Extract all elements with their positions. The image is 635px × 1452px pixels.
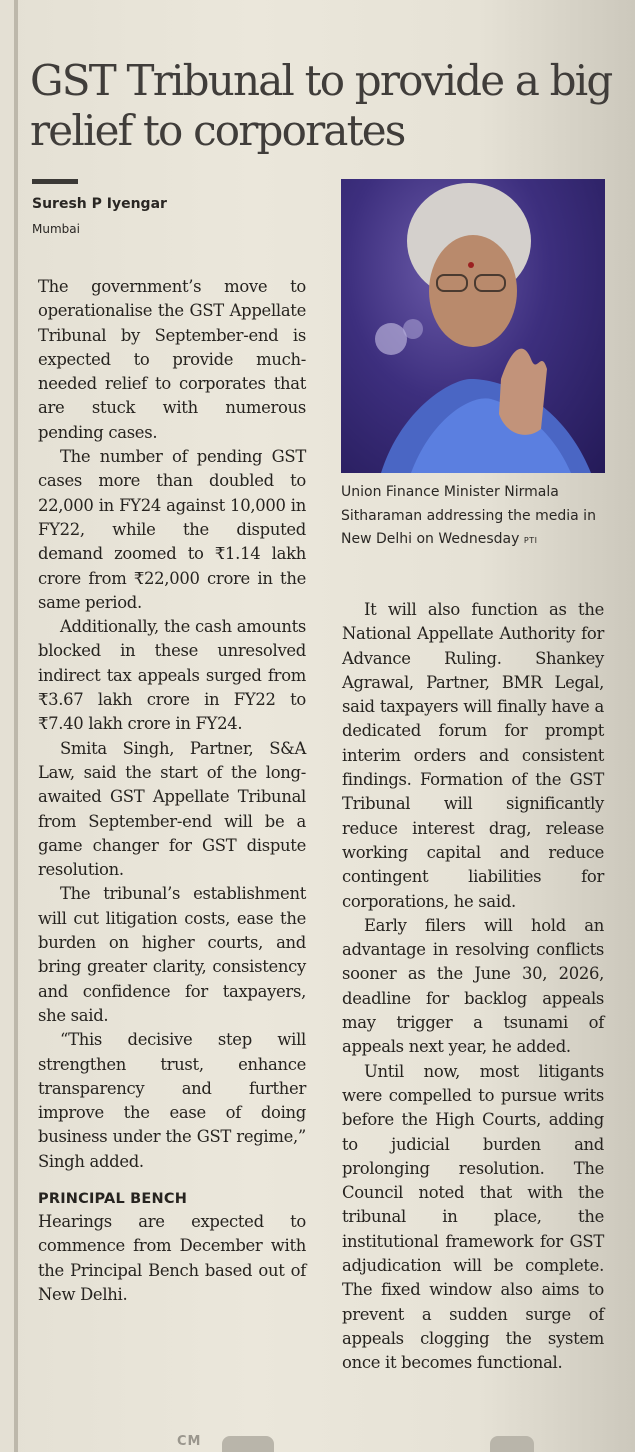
- paragraph: Smita Singh, Partner, S&A Law, said the start of the long-awaited GST Appellate Tribunal from September-end will be a game changer for GST dispute resolution.: [38, 738, 306, 880]
- print-register-mark: [490, 1436, 534, 1452]
- byline-rule: [32, 179, 78, 184]
- photo-caption: [341, 481, 605, 553]
- paragraph: Until now, most litigants were compelled to pursue writs before the High Courts, adding to judicial burden and prolonging resolution. The Council noted that with the tribunal in place, the institutional framework for GST adjudication will be complete. The fixed window also aims to prevent a sudden surge of appeals clogging the system once it becomes functional.: [342, 1061, 604, 1373]
- photo-illustration: [341, 179, 605, 473]
- news-photo: [341, 179, 605, 473]
- print-register-mark: [222, 1436, 274, 1452]
- paragraph: The tribunal’s establishment will cut litigation costs, ease the burden on higher courts, and bring greater clarity, consistency and confidence for taxpayers, she said.: [38, 884, 306, 1025]
- caption-text: Union Finance Minister Nirmala Sitharaman addressing the media in New Delhi on Wednesday: [341, 484, 596, 547]
- cm-mark: CM: [177, 1434, 202, 1449]
- headline: GST Tribunal to provide a big relief to corporates: [30, 56, 612, 156]
- dateline: Mumbai: [32, 222, 80, 236]
- subhead: PRINCIPAL BENCH: [38, 1190, 188, 1207]
- paragraph: It will also function as the National Appellate Authority for Advance Ruling. Shankey Agrawal, Partner, BMR Legal, said taxpayers will finally have a dedicated forum for prompt interim orders and consistent findings. Formation of the GST Tribunal will significantly reduce interest drag, release working capital and reduce contingent liabilities for corporations, he said.: [342, 600, 604, 911]
- photo-credit: PTI: [523, 536, 538, 545]
- paragraph: The number of pending GST cases more than doubled to 22,000 in FY24 against 10,000 in FY22, while the disputed demand zoomed to ₹1.14 lakh crore from ₹22,000 crore in the same period.: [38, 447, 306, 612]
- paragraph: Additionally, the cash amounts blocked in these unresolved indirect tax appeals surged from ₹3.67 lakh crore in FY22 to ₹7.40 lakh crore in FY24.: [38, 617, 306, 734]
- left-column: [38, 275, 306, 1307]
- paragraph: “This decisive step will strengthen trust, enhance transparency and further improve the ease of doing business under the GST regime,” Singh added.: [38, 1030, 306, 1171]
- paragraph: Early filers will hold an advantage in resolving conflicts sooner as the June 30, 2026, deadline for backlog appeals may trigger a tsunami of appeals next year, he added.: [342, 915, 604, 1057]
- page-fold-edge: [14, 0, 18, 1452]
- right-column: [342, 598, 604, 1376]
- author-byline: Suresh P Iyengar: [32, 196, 167, 212]
- paragraph: The government’s move to operationalise the GST Appellate Tribunal by September-end is expected to provide much-needed relief to corporates that are stuck with numerous pending cases.: [38, 277, 306, 442]
- paragraph: Hearings are expected to commence from December with the Principal Bench based out of New Delhi.: [38, 1211, 306, 1304]
